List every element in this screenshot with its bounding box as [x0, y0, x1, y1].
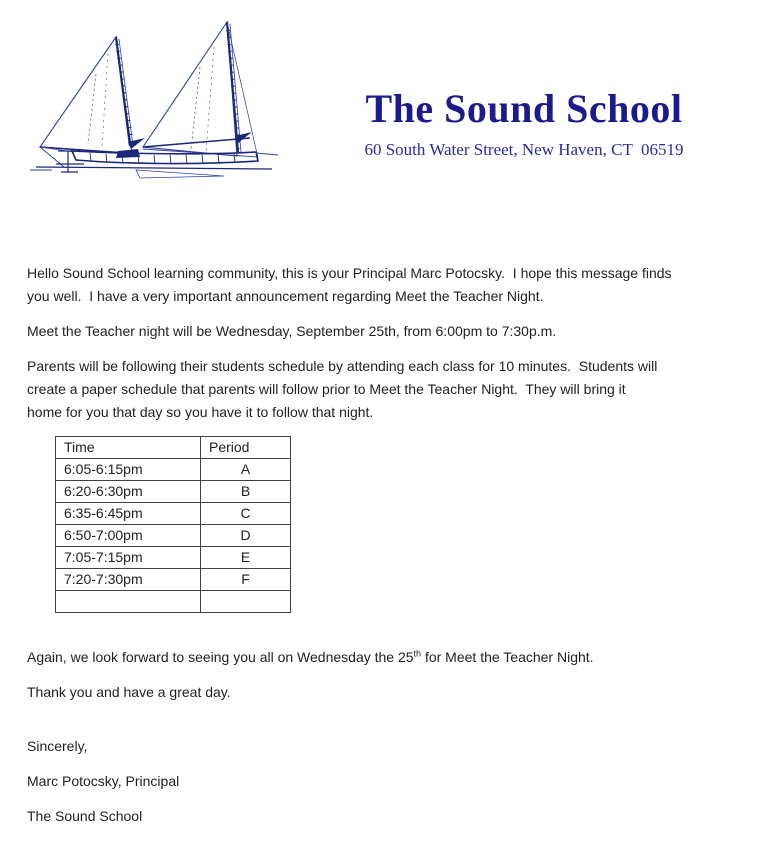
time-cell: 6:35-6:45pm [56, 503, 201, 525]
letterhead [0, 0, 768, 185]
table-row-empty [56, 591, 291, 613]
text-line: you well. I have a very important announcement regarding Meet the Teacher Night. [27, 288, 544, 304]
table-row [56, 481, 291, 503]
schedule-table [55, 436, 291, 613]
table-row [56, 459, 291, 481]
again-text-before: Again, we look forward to seeing you all on Wednesday the 25 [27, 649, 414, 665]
time-cell: 6:50-7:00pm [56, 525, 201, 547]
text-line [27, 649, 594, 665]
time-cell [56, 591, 201, 613]
letter-body [0, 185, 768, 828]
table-row [56, 503, 291, 525]
table-row [56, 547, 291, 569]
sailboat-logo-icon [28, 12, 280, 182]
signature-organization [27, 805, 745, 828]
paragraph-thanks [27, 681, 745, 704]
time-cell: 6:05-6:15pm [56, 459, 201, 481]
text-line: Marc Potocsky, Principal [27, 773, 180, 789]
again-text-after: for Meet the Teacher Night. [421, 649, 594, 665]
period-cell: B [201, 481, 291, 503]
period-cell: F [201, 569, 291, 591]
period-cell: C [201, 503, 291, 525]
letterhead-text-block [300, 86, 748, 160]
paragraph-greeting [27, 262, 745, 308]
school-address: 60 South Water Street, New Haven, CT 06519 [364, 140, 684, 159]
time-cell: 7:05-7:15pm [56, 547, 201, 569]
paragraph-schedule-info [27, 355, 745, 424]
time-cell: 6:20-6:30pm [56, 481, 201, 503]
text-line: Sincerely, [27, 738, 88, 754]
time-column-header: Time [56, 437, 201, 459]
paragraph-again [27, 646, 745, 669]
text-line: create a paper schedule that parents will follow prior to Meet the Teacher Night. They will bring it [27, 381, 626, 397]
text-line: Hello Sound School learning community, this is your Principal Marc Potocsky. I hope this message finds [27, 265, 672, 281]
signature-name [27, 770, 745, 793]
ordinal-superscript: th [413, 648, 422, 659]
paragraph-event-date [27, 320, 745, 343]
text-line: Parents will be following their students schedule by attending each class for 10 minutes. Students will [27, 358, 658, 374]
time-cell: 7:20-7:30pm [56, 569, 201, 591]
text-line: Thank you and have a great day. [27, 684, 231, 700]
period-cell: A [201, 459, 291, 481]
period-column-header: Period [201, 437, 291, 459]
school-name-title: The Sound School [365, 86, 683, 131]
period-cell: E [201, 547, 291, 569]
period-cell: D [201, 525, 291, 547]
table-header-row [56, 437, 291, 459]
text-line: The Sound School [27, 808, 143, 824]
closing-sincerely [27, 735, 745, 758]
text-line: home for you that day so you have it to follow that night. [27, 404, 374, 420]
table-row [56, 569, 291, 591]
text-line: Meet the Teacher night will be Wednesday, September 25th, from 6:00pm to 7:30p.m. [27, 323, 557, 339]
table-row [56, 525, 291, 547]
period-cell [201, 591, 291, 613]
